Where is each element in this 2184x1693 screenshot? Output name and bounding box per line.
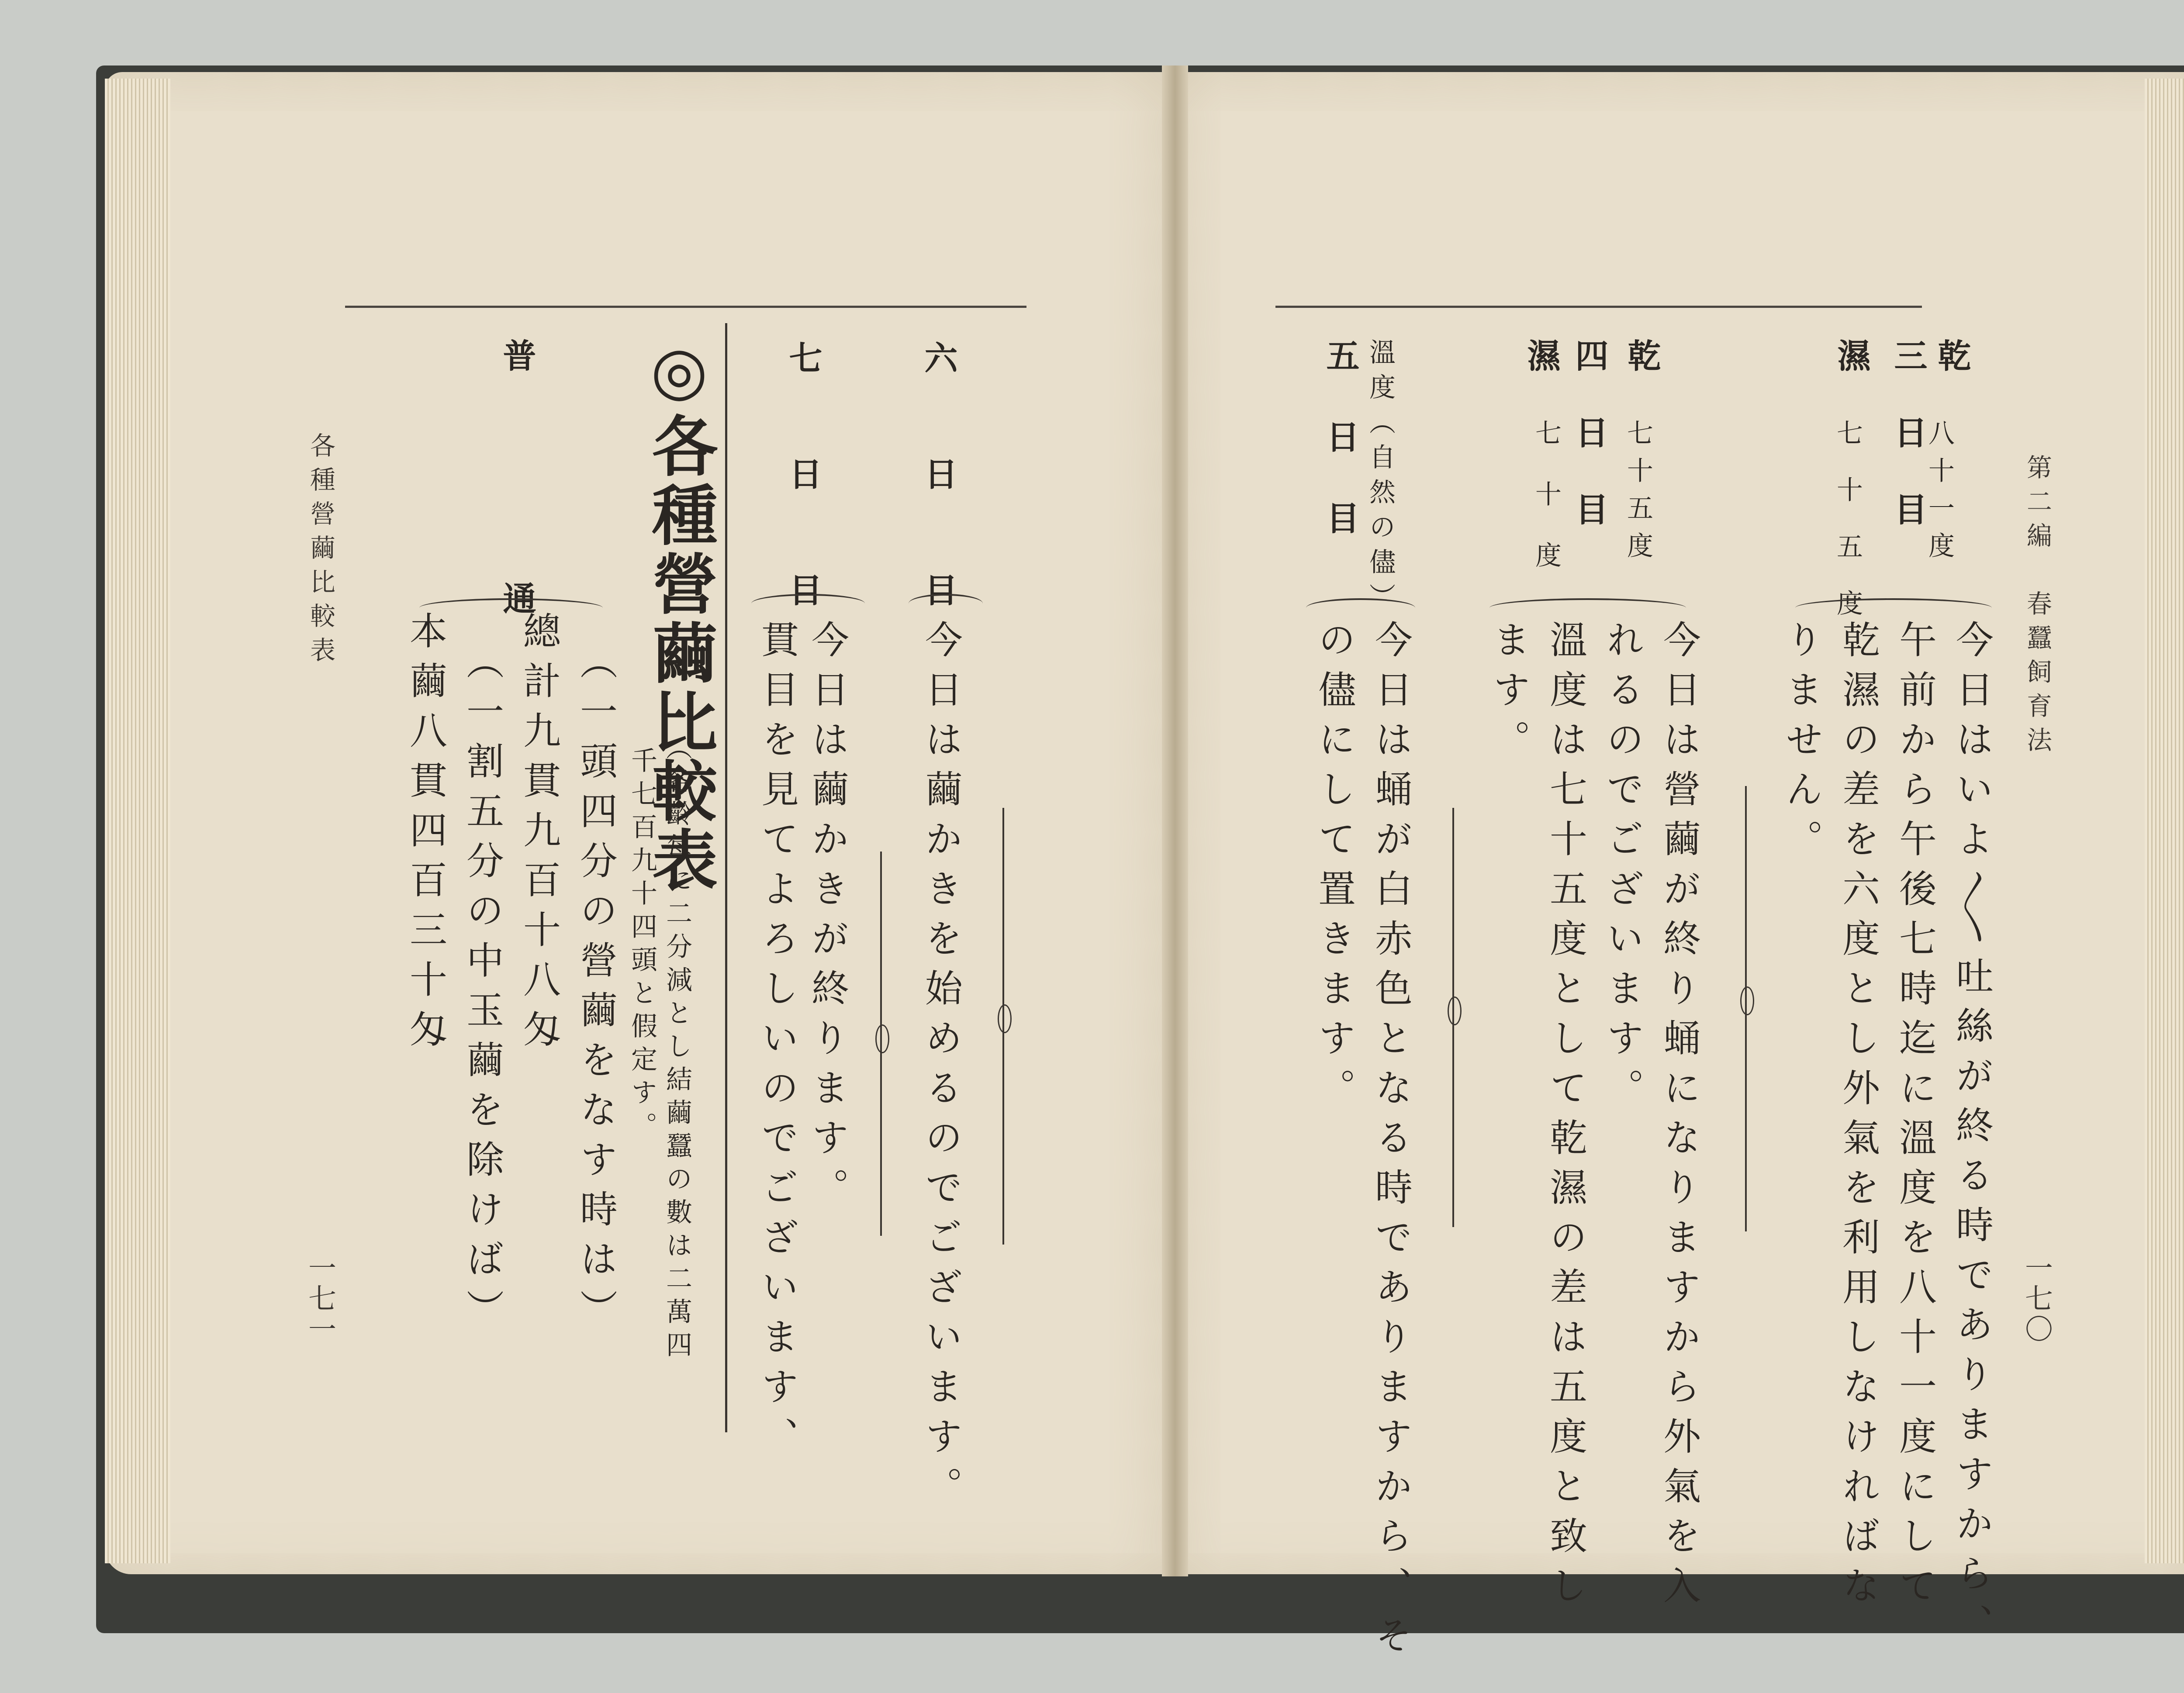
top-rule-right (1275, 306, 1922, 308)
section-vertical-rule (725, 323, 727, 1432)
day3-shitsu: 濕 (1832, 338, 1871, 372)
day3-temp-1: 八十一度 (1924, 419, 1955, 569)
table-line-3: （一割五分の中玉繭を除けば） (460, 642, 504, 1339)
category-brace (419, 598, 603, 617)
day4-text-4: ます。 (1486, 620, 1530, 769)
day4-text-3: 溫度は七十五度として乾濕の差は五度と致し (1543, 620, 1587, 1616)
day6-brace (909, 594, 983, 613)
day4-text-1: 今日は營繭が終り蛹になりますから外氣を入 (1657, 620, 1700, 1616)
left-page-edges (105, 79, 170, 1563)
top-rule-left (345, 306, 1026, 308)
day4-text-2: れるのでございます。 (1600, 620, 1644, 1118)
day3-temp-2: 七十五度 (1832, 419, 1863, 646)
table-line-1: （一頭四分の營繭をなす時は） (574, 642, 617, 1339)
day5-brace (1306, 598, 1415, 617)
day3-text-3: 乾濕の差を六度とし外氣を利用しなければな (1836, 620, 1880, 1616)
day3-text-1: 今日はいよ〳〵吐絲が終る時でありますから、 (1949, 620, 1993, 1653)
page-number-left: 一七一 (304, 1253, 336, 1345)
day3-brace (1795, 598, 1992, 617)
day4-kan: 乾 (1622, 338, 1661, 372)
day5-text-1: 今日は蛹が白赤色となる時でありますから、そ (1368, 620, 1412, 1665)
day5-heading: 五日目 (1321, 338, 1360, 582)
day3-kan: 乾 (1932, 338, 1971, 372)
section-note-2: 千七百九十四頭と假定す。 (627, 747, 657, 1145)
ornament-divider-left-2 (878, 852, 884, 1236)
day4-temp-2: 七十度 (1531, 419, 1562, 603)
page-number-right: 一七〇 (2020, 1253, 2053, 1345)
running-head-right: 第二編 春蠶飼育法 (2022, 454, 2052, 761)
day7-heading: 七日目 (784, 341, 822, 689)
day7-brace (751, 594, 865, 613)
ornament-divider-left-1 (1000, 808, 1006, 1245)
day3-heading: 三日目 (1889, 338, 1928, 569)
day4-shitsu: 濕 (1522, 338, 1561, 372)
right-page-edges (2145, 79, 2184, 1563)
category-heading-futsu: 普通 (498, 338, 536, 824)
day3-text-2: 午前から午後七時迄に溫度を八十一度にして (1893, 620, 1936, 1616)
day6-heading: 六日目 (919, 341, 958, 689)
book-gutter (1162, 66, 1188, 1576)
day6-text: 今日は繭かきを始めるのでございます。 (919, 620, 962, 1516)
day7-text-1: 今日は繭かきが終ります。 (805, 620, 849, 1217)
table-line-4: 本繭八貫四百三十匁 (403, 611, 447, 1059)
day4-brace (1489, 598, 1686, 617)
ornament-divider-right-1 (1743, 786, 1749, 1231)
day7-text-2: 貫目を見てよろしいのでございます、 (755, 620, 798, 1466)
day4-temp-1: 七十五度 (1623, 419, 1653, 569)
section-note-1: （各齡每に二分減とし結繭蠶の數は二萬四 (662, 734, 692, 1364)
table-line-2: 總計九貫九百十八匁 (517, 611, 560, 1059)
day5-text-2: の儘にして置きます。 (1312, 620, 1355, 1118)
running-head-left: 各種營繭比較表 (306, 432, 335, 671)
day4-heading: 四日目 (1570, 338, 1609, 569)
day5-sub: 溫度（自然の儘） (1365, 338, 1396, 618)
ornament-divider-right-2 (1450, 808, 1456, 1227)
section-title: ◎各種營繭比較表 (641, 332, 718, 895)
day3-text-4: りません。 (1779, 620, 1823, 869)
